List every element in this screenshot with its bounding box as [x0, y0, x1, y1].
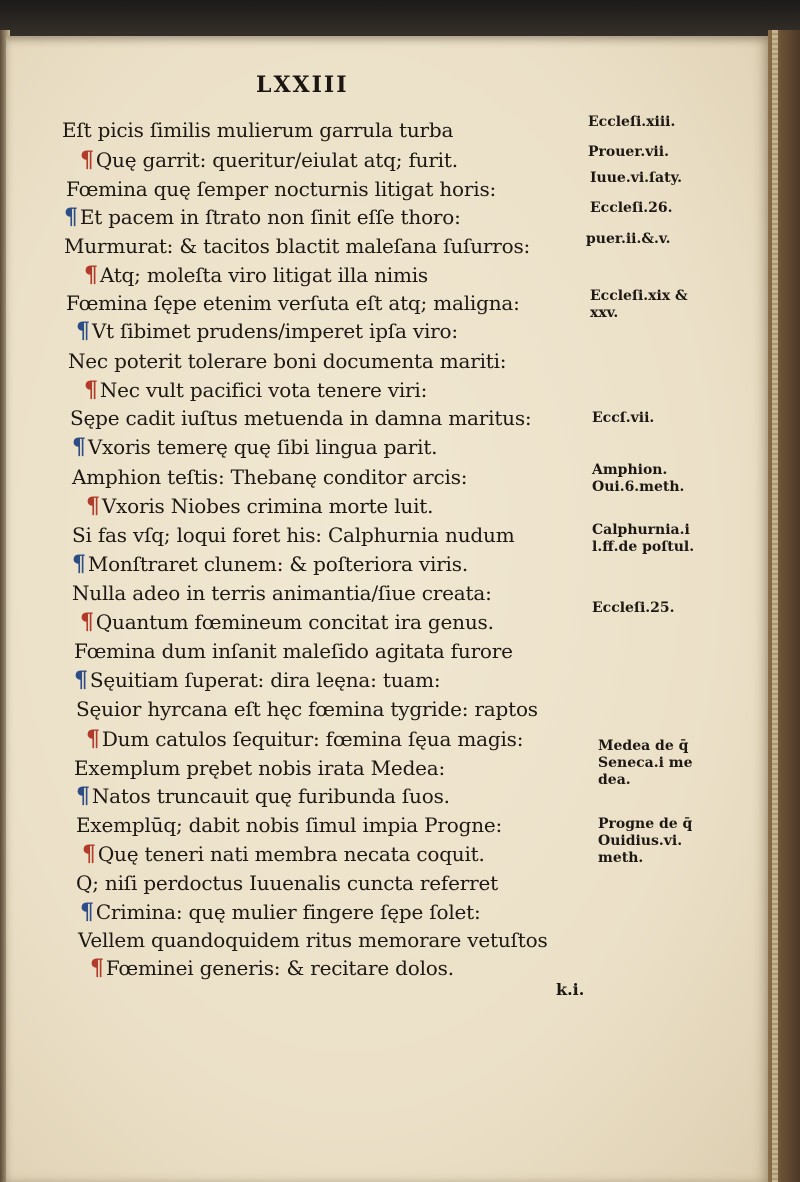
- paragraph-mark-icon: ¶: [84, 377, 98, 403]
- verse-line: [84, 378, 427, 402]
- margin-note-line: Prouer.vii.: [588, 144, 669, 160]
- verse-line: [72, 523, 514, 547]
- verse-line-text: Q; niſi perdoctus Iuuenalis cuncta referret: [76, 871, 498, 895]
- verse-line-text: Vellem quandoquidem ritus memorare vetuſtos: [78, 928, 548, 952]
- verse-line: [80, 148, 458, 172]
- paragraph-mark-icon: ¶: [72, 434, 86, 460]
- verse-line-text: Eſt picis ſimilis mulierum garrula turba: [62, 118, 454, 142]
- verse-line: [64, 205, 461, 229]
- verse-line-text: Vxoris Niobes crimina morte luit.: [101, 494, 434, 518]
- verse-line: [72, 465, 467, 489]
- verse-line: [76, 697, 538, 721]
- margin-note-line: Amphion.: [592, 462, 668, 478]
- verse-line: [74, 639, 513, 663]
- paragraph-mark-icon: ¶: [74, 667, 88, 693]
- margin-note-line: dea.: [598, 772, 631, 788]
- verse-line-text: Nec poterit tolerare boni documenta mariti:: [68, 349, 507, 373]
- margin-note-line: Eccleſi.25.: [592, 600, 675, 616]
- margin-note: [592, 410, 654, 427]
- margin-note-line: Progne de q̄: [598, 816, 693, 832]
- margin-note-line: Seneca.i me: [598, 755, 693, 771]
- verse-line: [62, 118, 453, 142]
- verse-line-text: Monſtraret clunem: & poſteriora viris.: [87, 552, 468, 576]
- verse-line: [76, 319, 458, 343]
- paragraph-mark-icon: ¶: [86, 493, 100, 519]
- verse-line: [72, 581, 492, 605]
- margin-note-line: Calphurnia.i: [592, 522, 690, 538]
- verse-line: [78, 928, 548, 952]
- paragraph-mark-icon: ¶: [72, 551, 86, 577]
- margin-note-line: l.ff.de poſtul.: [592, 539, 695, 555]
- verse-line: [82, 842, 485, 866]
- verse-line: [64, 234, 530, 258]
- margin-note: [590, 200, 673, 217]
- paragraph-mark-icon: ¶: [82, 841, 96, 867]
- verse-line: [72, 552, 468, 576]
- verse-line-text: Amphion teſtis: Thebanę conditor arcis:: [72, 465, 468, 489]
- verse-line-text: Atq; moleſta viro litigat illa nimis: [99, 263, 428, 287]
- margin-note: [592, 462, 684, 496]
- verse-line-text: Fœminei generis: & recitare dolos.: [105, 956, 454, 980]
- verse-line-text: Nec vult pacifici vota tenere viri:: [99, 378, 428, 402]
- margin-note-line: xxv.: [590, 305, 619, 321]
- paragraph-mark-icon: ¶: [90, 955, 104, 981]
- verse-line-text: Dum catulos ſequitur: fœmina ſęua magis:: [101, 727, 524, 751]
- margin-note: [592, 600, 675, 617]
- verse-line: [66, 291, 520, 315]
- verse-line-text: Nulla adeo in terris animantia/ſiue creata:: [72, 581, 492, 605]
- verse-line: [84, 263, 428, 287]
- verse-line: [74, 668, 440, 692]
- verse-line-text: Exemplūq; dabit nobis ſimul impia Progne:: [76, 813, 503, 837]
- margin-note-line: Ouidius.vi.: [598, 833, 683, 849]
- verse-line-text: Sęuitiam ſuperat: dira leęna: tuam:: [89, 668, 441, 692]
- verse-line: [70, 406, 531, 430]
- paragraph-mark-icon: ¶: [80, 609, 94, 635]
- margin-note: [598, 816, 692, 867]
- verse-line-text: Crimina: quę mulier fingere ſępe ſolet:: [95, 900, 481, 924]
- folio-number: LXXIII: [256, 72, 349, 98]
- margin-note: [590, 170, 682, 187]
- verse-line-text: Si fas vſq; loqui foret his: Calphurnia nudum: [72, 523, 515, 547]
- margin-note: [598, 738, 693, 789]
- verse-line: [76, 871, 498, 895]
- verse-line-text: Exemplum prębet nobis irata Medea:: [74, 756, 446, 780]
- verse-line-text: Sępe cadit iuſtus metuenda in damna maritus:: [70, 406, 532, 430]
- verse-line: [90, 956, 454, 980]
- paragraph-mark-icon: ¶: [80, 147, 94, 173]
- margin-note: [588, 144, 669, 161]
- verse-line-text: Vxoris temerę quę ſibi lingua parit.: [87, 435, 438, 459]
- paragraph-mark-icon: ¶: [86, 726, 100, 752]
- verse-line: [86, 494, 433, 518]
- paragraph-mark-icon: ¶: [64, 204, 78, 230]
- verse-line-text: Quę teneri nati membra necata coquit.: [97, 842, 485, 866]
- verse-line-text: Fœmina quę ſemper nocturnis litigat horis:: [66, 177, 497, 201]
- margin-note-line: puer.ii.&.v.: [586, 231, 671, 247]
- verse-line-text: Murmurat: & tacitos blactit maleſana ſuſurros:: [64, 234, 531, 258]
- paragraph-mark-icon: ¶: [84, 262, 98, 288]
- margin-note: [592, 522, 694, 556]
- margin-note-line: Oui.6.meth.: [592, 479, 685, 495]
- margin-note-line: Eccleſi.26.: [590, 200, 673, 216]
- verse-line-text: Quantum fœmineum concitat ira genus.: [95, 610, 494, 634]
- verse-line: [68, 349, 506, 373]
- margin-note-line: Eccleſi.xix &: [590, 288, 688, 304]
- verse-line: [66, 177, 496, 201]
- margin-note: [586, 231, 670, 248]
- paragraph-mark-icon: ¶: [76, 318, 90, 344]
- margin-note: [590, 288, 688, 322]
- verse-line: [86, 727, 523, 751]
- margin-note-line: Medea de q̄: [598, 738, 689, 754]
- verse-line: [80, 610, 494, 634]
- paragraph-mark-icon: ¶: [80, 899, 94, 925]
- verse-line-text: Quę garrit: queritur/eiulat atq; furit.: [95, 148, 458, 172]
- margin-note: [588, 114, 675, 131]
- page-stack-edge: [772, 30, 778, 1182]
- paragraph-mark-icon: ¶: [76, 783, 90, 809]
- verse-line: [72, 435, 437, 459]
- verse-line: [76, 813, 502, 837]
- margin-note-line: Eccſ.vii.: [592, 410, 655, 426]
- verse-line: [76, 784, 450, 808]
- margin-note-line: Iuue.vi.ſaty.: [590, 170, 682, 186]
- verse-line-text: Vt ſibimet prudens/imperet ipſa viro:: [91, 319, 458, 343]
- verse-line: [74, 756, 445, 780]
- verse-line-text: Fœmina dum inſanit maleſido agitata furore: [74, 639, 513, 663]
- verse-line-text: Sęuior hyrcana eſt hęc fœmina tygride: raptos: [76, 697, 538, 721]
- signature-mark: k.i.: [556, 980, 585, 999]
- verse-line-text: Natos truncauit quę furibunda ſuos.: [91, 784, 450, 808]
- margin-note-line: meth.: [598, 850, 644, 866]
- verse-line: [80, 900, 481, 924]
- verse-line-text: Fœmina ſępe etenim verſuta eſt atq; maligna:: [66, 291, 520, 315]
- margin-note-line: Eccleſi.xiii.: [588, 114, 676, 130]
- verse-line-text: Et pacem in ſtrato non ſinit eſſe thoro:: [79, 205, 461, 229]
